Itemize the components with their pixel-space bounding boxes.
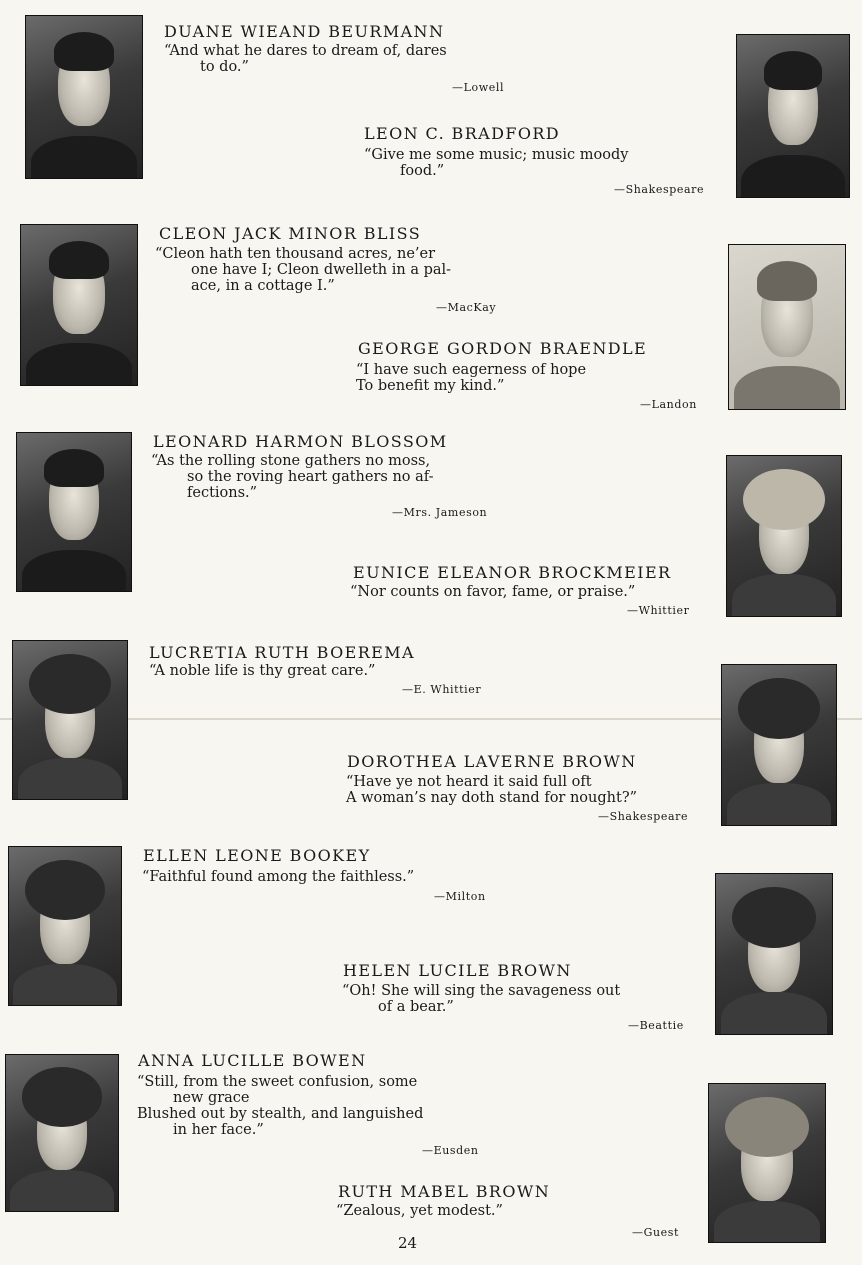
senior-quote: “I have such eagerness of hope To benefit my kind.” xyxy=(356,362,587,394)
quote-author: —Landon xyxy=(640,398,697,411)
senior-quote: “Oh! She will sing the savageness out of a bear.” xyxy=(342,983,621,1015)
senior-name: CLEON JACK MINOR BLISS xyxy=(159,224,422,243)
quote-author: —MacKay xyxy=(436,301,497,314)
quote-author: —Shakespeare xyxy=(614,183,705,196)
senior-quote: “As the rolling stone gathers no moss, so the roving heart gathers no af- fections.” xyxy=(151,453,434,501)
portrait-photo xyxy=(20,224,138,386)
senior-quote: “A noble life is thy great care.” xyxy=(149,663,376,679)
portrait-photo xyxy=(736,34,850,198)
senior-name: HELEN LUCILE BROWN xyxy=(343,961,572,980)
quote-author: —E. Whittier xyxy=(402,683,482,696)
senior-name: LUCRETIA RUTH BOEREMA xyxy=(149,643,415,662)
senior-quote: “And what he dares to dream of, dares to do.” xyxy=(164,43,447,75)
portrait-photo xyxy=(8,846,122,1006)
senior-name: RUTH MABEL BROWN xyxy=(338,1182,551,1201)
quote-author: —Lowell xyxy=(452,81,505,94)
senior-quote: “Have ye not heard it said full oft A woman’s nay doth stand for nought?” xyxy=(346,774,638,806)
portrait-photo xyxy=(25,15,143,179)
quote-author: —Milton xyxy=(434,890,486,903)
senior-quote: “Nor counts on favor, fame, or praise.” xyxy=(350,584,636,600)
senior-name: ELLEN LEONE BOOKEY xyxy=(143,846,371,865)
senior-quote: “Cleon hath ten thousand acres, ne’er one have I; Cleon dwelleth in a pal- ace, in a cottage I.” xyxy=(155,246,452,294)
quote-author: —Beattie xyxy=(628,1019,684,1032)
senior-name: EUNICE ELEANOR BROCKMEIER xyxy=(353,563,672,582)
portrait-photo xyxy=(721,664,837,826)
page-number: 24 xyxy=(398,1234,418,1252)
portrait-photo xyxy=(726,455,842,617)
portrait-photo xyxy=(715,873,833,1035)
portrait-photo xyxy=(12,640,128,800)
senior-name: DUANE WIEAND BEURMANN xyxy=(164,22,445,41)
senior-quote: “Faithful found among the faithless.” xyxy=(142,869,415,885)
portrait-photo xyxy=(5,1054,119,1212)
senior-name: LEON C. BRADFORD xyxy=(364,124,561,143)
portrait-photo xyxy=(708,1083,826,1243)
senior-quote: “Zealous, yet modest.” xyxy=(336,1203,503,1219)
senior-quote: “Still, from the sweet confusion, some new grace Blushed out by stealth, and languished in her face.” xyxy=(137,1074,424,1138)
quote-author: —Eusden xyxy=(422,1144,479,1157)
quote-author: —Guest xyxy=(632,1226,680,1239)
senior-quote: “Give me some music; music moody food.” xyxy=(364,147,629,179)
portrait-photo xyxy=(16,432,132,592)
senior-name: ANNA LUCILLE BOWEN xyxy=(138,1051,367,1070)
quote-author: —Whittier xyxy=(627,604,690,617)
quote-author: —Mrs. Jameson xyxy=(392,506,488,519)
quote-author: —Shakespeare xyxy=(598,810,689,823)
senior-name: DOROTHEA LAVERNE BROWN xyxy=(347,752,637,771)
senior-name: LEONARD HARMON BLOSSOM xyxy=(153,432,448,451)
portrait-photo xyxy=(728,244,846,410)
senior-name: GEORGE GORDON BRAENDLE xyxy=(358,339,648,358)
